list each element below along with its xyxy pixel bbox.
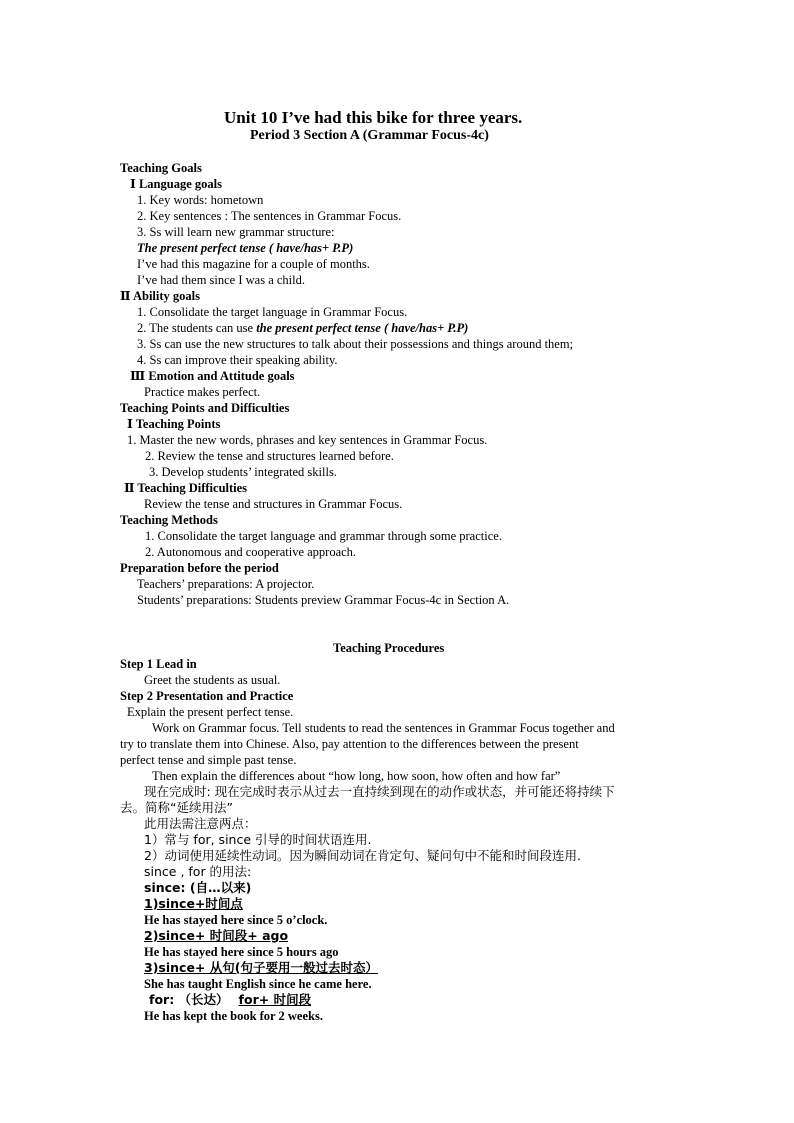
- language-goal-2: 2. Key sentences : The sentences in Grammar Focus.: [137, 209, 402, 223]
- language-goal-1: 1. Key words: hometown: [137, 193, 264, 207]
- since-heading: since: (自…以来): [144, 880, 252, 895]
- ability-goal-3: 3. Ss can use the new structures to talk about their possessions and things around them;: [137, 337, 574, 351]
- step1-heading: Step 1 Lead in: [120, 657, 197, 671]
- paragraph-2: Then explain the differences about “how long, how soon, how often and how far”: [152, 769, 561, 783]
- language-goals-heading: Ⅰ Language goals: [130, 177, 222, 191]
- chinese-definition-line-2: 去。简称“延续用法”: [120, 800, 233, 815]
- teaching-goals-heading: Teaching Goals: [120, 161, 202, 175]
- page-title: Unit 10 I’ve had this bike for three years.: [224, 108, 523, 127]
- since-rule-1: 1)since+时间点: [144, 896, 243, 911]
- teaching-procedures-heading: Teaching Procedures: [333, 641, 445, 655]
- ability-goals-heading: Ⅱ Ability goals: [120, 289, 200, 303]
- since-rule-3: 3)since+ 从句(句子要用一般过去时态）: [144, 960, 378, 975]
- example-sentence-2: I’ve had them since I was a child.: [137, 273, 305, 287]
- example-sentence-1: I’ve had this magazine for a couple of months.: [137, 257, 370, 271]
- for-rule-1: for+ 时间段: [238, 992, 312, 1007]
- language-goal-3: 3. Ss will learn new grammar structure:: [137, 225, 335, 239]
- step2-text: Explain the present perfect tense.: [127, 705, 294, 719]
- for-label: for: （长达）: [149, 992, 229, 1007]
- ability-goal-2: [137, 320, 468, 336]
- ability-goal-2-structure: the present perfect tense ( have/has+ P.P): [256, 321, 469, 335]
- chinese-note-2: 2）动词使用延续性动词。因为瞬间动词在肯定句、疑问句中不能和时间段连用.: [144, 848, 581, 863]
- teaching-methods-heading: Teaching Methods: [120, 513, 218, 527]
- emotion-goals-heading: Ⅲ Emotion and Attitude goals: [130, 369, 295, 383]
- teaching-method-2: 2. Autonomous and cooperative approach.: [145, 545, 357, 559]
- points-difficulties-heading: Teaching Points and Difficulties: [120, 401, 290, 415]
- for-heading: [149, 992, 311, 1008]
- teaching-point-2: 2. Review the tense and structures learned before.: [145, 449, 394, 463]
- for-example-1: He has kept the book for 2 weeks.: [144, 1009, 323, 1023]
- chinese-note-1: 1）常与 for, since 引导的时间状语连用.: [144, 832, 372, 847]
- ability-goal-1: 1. Consolidate the target language in Grammar Focus.: [137, 305, 408, 319]
- teachers-preparation: Teachers’ preparations: A projector.: [137, 577, 315, 591]
- preparation-heading: Preparation before the period: [120, 561, 279, 575]
- teaching-method-1: 1. Consolidate the target language and grammar through some practice.: [145, 529, 502, 543]
- ability-goal-4: 4. Ss can improve their speaking ability.: [137, 353, 338, 367]
- teaching-point-3: 3. Develop students’ integrated skills.: [149, 465, 337, 479]
- since-for-usage: since , for 的用法:: [144, 864, 252, 879]
- paragraph-1-line-1: Work on Grammar focus. Tell students to read the sentences in Grammar Focus together and: [152, 721, 615, 735]
- paragraph-1-line-2: try to translate them into Chinese. Also, pay attention to the differences between the present: [120, 737, 579, 751]
- teaching-difficulties-heading: Ⅱ Teaching Difficulties: [124, 481, 248, 495]
- ability-goal-2-text: 2. The students can use: [137, 321, 257, 335]
- students-preparation: Students’ preparations: Students preview Grammar Focus-4c in Section A.: [137, 593, 510, 607]
- page-subtitle: Period 3 Section A (Grammar Focus-4c): [250, 128, 489, 143]
- emotion-goal-1: Practice makes perfect.: [144, 385, 261, 399]
- teaching-points-heading: Ⅰ Teaching Points: [127, 417, 221, 431]
- teaching-point-1: 1. Master the new words, phrases and key sentences in Grammar Focus.: [127, 433, 488, 447]
- since-rule-2: 2)since+ 时间段+ ago: [144, 928, 289, 943]
- chinese-definition-line-1: 现在完成时: 现在完成时表示从过去一直持续到现在的动作或状态，并可能还将持续下: [144, 784, 615, 799]
- chinese-note: 此用法需注意两点：: [144, 816, 257, 831]
- since-example-2: He has stayed here since 5 hours ago: [144, 945, 339, 959]
- teaching-difficulty-1: Review the tense and structures in Grammar Focus.: [144, 497, 403, 511]
- grammar-structure: The present perfect tense ( have/has+ P.P): [137, 241, 354, 255]
- step1-text: Greet the students as usual.: [144, 673, 281, 687]
- step2-heading: Step 2 Presentation and Practice: [120, 689, 294, 703]
- paragraph-1-line-3: perfect tense and simple past tense.: [120, 753, 297, 767]
- since-example-1: He has stayed here since 5 o’clock.: [144, 913, 328, 927]
- since-example-3: She has taught English since he came here.: [144, 977, 372, 991]
